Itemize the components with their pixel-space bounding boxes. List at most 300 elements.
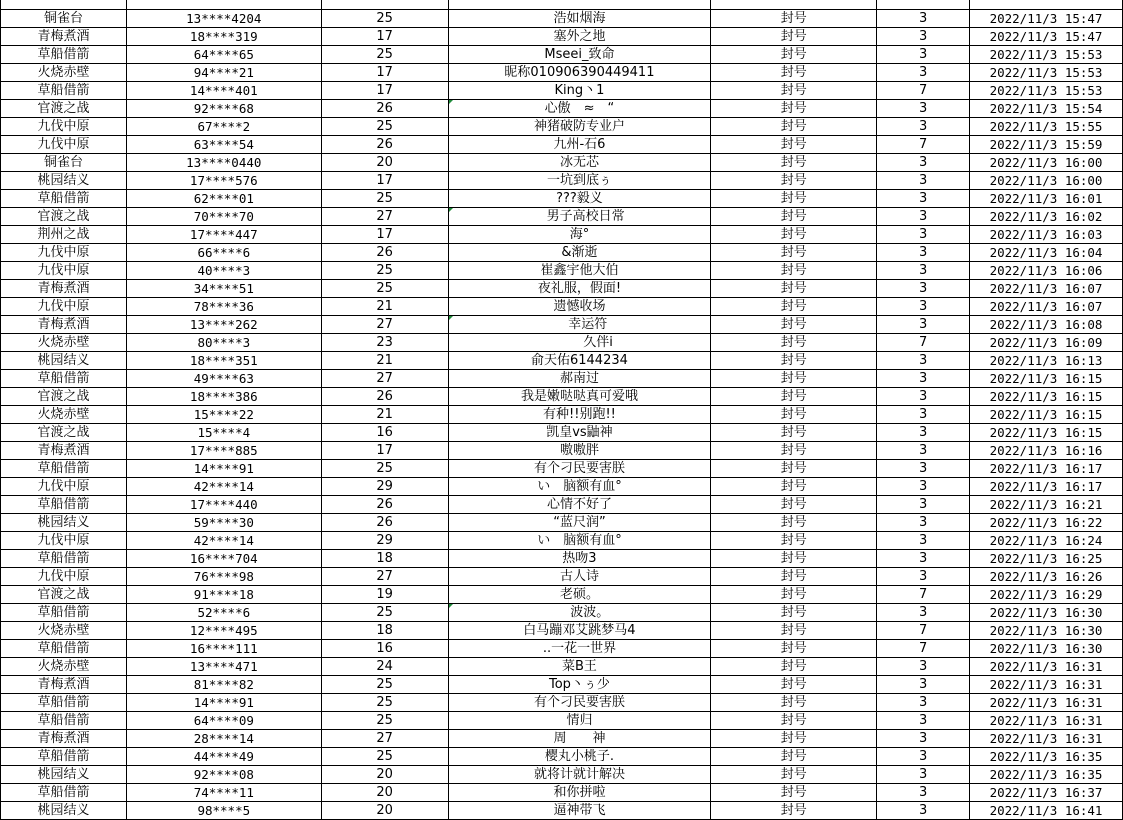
server-cell[interactable]: 官渡之战 — [1, 424, 127, 442]
time-cell[interactable]: 2022/11/3 16:31 — [970, 658, 1123, 676]
days-cell[interactable] — [877, 0, 970, 10]
days-cell[interactable]: 7 — [877, 136, 970, 154]
status-cell[interactable]: 封号 — [711, 154, 877, 172]
level-cell[interactable]: 17 — [321, 442, 448, 460]
days-cell[interactable]: 3 — [877, 262, 970, 280]
nickname-cell[interactable]: 一坑到底ぅ — [448, 172, 711, 190]
days-cell[interactable]: 3 — [877, 316, 970, 334]
time-cell[interactable]: 2022/11/3 16:37 — [970, 784, 1123, 802]
nickname-cell[interactable]: い 脑额有血° — [448, 532, 711, 550]
status-cell[interactable]: 封号 — [711, 730, 877, 748]
status-cell[interactable]: 封号 — [711, 262, 877, 280]
time-cell[interactable]: 2022/11/3 16:31 — [970, 694, 1123, 712]
server-cell[interactable]: 九伐中原 — [1, 136, 127, 154]
status-cell[interactable]: 封号 — [711, 280, 877, 298]
status-cell[interactable]: 封号 — [711, 424, 877, 442]
status-cell[interactable]: 封号 — [711, 802, 877, 820]
level-cell[interactable]: 27 — [321, 316, 448, 334]
level-cell[interactable]: 26 — [321, 496, 448, 514]
status-cell[interactable]: 封号 — [711, 100, 877, 118]
account-cell[interactable]: 14****91 — [126, 460, 321, 478]
status-cell[interactable] — [711, 0, 877, 10]
server-cell[interactable]: 桃园结义 — [1, 766, 127, 784]
server-cell[interactable]: 草船借箭 — [1, 460, 127, 478]
time-cell[interactable]: 2022/11/3 16:30 — [970, 640, 1123, 658]
account-cell[interactable]: 42****14 — [126, 478, 321, 496]
nickname-cell[interactable]: 和你拼啦 — [448, 784, 711, 802]
server-cell[interactable]: 火烧赤壁 — [1, 334, 127, 352]
account-cell[interactable]: 17****447 — [126, 226, 321, 244]
days-cell[interactable]: 3 — [877, 442, 970, 460]
time-cell[interactable]: 2022/11/3 16:15 — [970, 370, 1123, 388]
days-cell[interactable]: 3 — [877, 424, 970, 442]
time-cell[interactable]: 2022/11/3 16:22 — [970, 514, 1123, 532]
level-cell[interactable]: 25 — [321, 694, 448, 712]
level-cell[interactable]: 20 — [321, 766, 448, 784]
account-cell[interactable]: 15****22 — [126, 406, 321, 424]
status-cell[interactable]: 封号 — [711, 640, 877, 658]
nickname-cell[interactable]: 心傲 ≈ “ — [448, 100, 711, 118]
level-cell[interactable]: 27 — [321, 370, 448, 388]
account-cell[interactable]: 80****3 — [126, 334, 321, 352]
account-cell[interactable]: 42****14 — [126, 532, 321, 550]
nickname-cell[interactable]: “蓝尺润” — [448, 514, 711, 532]
server-cell[interactable]: 火烧赤壁 — [1, 64, 127, 82]
server-cell[interactable]: 官渡之战 — [1, 586, 127, 604]
days-cell[interactable]: 3 — [877, 550, 970, 568]
nickname-cell[interactable]: 昵称010906390449411 — [448, 64, 711, 82]
nickname-cell[interactable]: 嗷嗷胖 — [448, 442, 711, 460]
nickname-cell[interactable]: 我是嫩哒哒真可爱哦 — [448, 388, 711, 406]
account-cell[interactable]: 13****4204 — [126, 10, 321, 28]
server-cell[interactable]: 官渡之战 — [1, 208, 127, 226]
time-cell[interactable]: 2022/11/3 15:55 — [970, 118, 1123, 136]
days-cell[interactable]: 3 — [877, 766, 970, 784]
level-cell[interactable]: 17 — [321, 172, 448, 190]
server-cell[interactable]: 草船借箭 — [1, 46, 127, 64]
time-cell[interactable]: 2022/11/3 16:07 — [970, 280, 1123, 298]
account-cell[interactable]: 67****2 — [126, 118, 321, 136]
account-cell[interactable]: 15****4 — [126, 424, 321, 442]
level-cell[interactable]: 20 — [321, 784, 448, 802]
status-cell[interactable]: 封号 — [711, 604, 877, 622]
status-cell[interactable]: 封号 — [711, 118, 877, 136]
time-cell[interactable]: 2022/11/3 16:35 — [970, 748, 1123, 766]
nickname-cell[interactable]: 夜礼服，假面! — [448, 280, 711, 298]
days-cell[interactable]: 3 — [877, 694, 970, 712]
level-cell[interactable]: 19 — [321, 586, 448, 604]
status-cell[interactable]: 封号 — [711, 784, 877, 802]
account-cell[interactable]: 14****401 — [126, 82, 321, 100]
status-cell[interactable]: 封号 — [711, 226, 877, 244]
level-cell[interactable]: 17 — [321, 64, 448, 82]
time-cell[interactable]: 2022/11/3 15:53 — [970, 64, 1123, 82]
server-cell[interactable]: 草船借箭 — [1, 784, 127, 802]
days-cell[interactable]: 3 — [877, 370, 970, 388]
level-cell[interactable]: 27 — [321, 208, 448, 226]
time-cell[interactable]: 2022/11/3 16:31 — [970, 676, 1123, 694]
status-cell[interactable]: 封号 — [711, 568, 877, 586]
nickname-cell[interactable]: 俞天佑6144234 — [448, 352, 711, 370]
time-cell[interactable]: 2022/11/3 16:30 — [970, 604, 1123, 622]
server-cell[interactable]: 草船借箭 — [1, 748, 127, 766]
server-cell[interactable]: 草船借箭 — [1, 640, 127, 658]
days-cell[interactable]: 3 — [877, 226, 970, 244]
level-cell[interactable]: 26 — [321, 514, 448, 532]
nickname-cell[interactable]: 情归 — [448, 712, 711, 730]
nickname-cell[interactable]: 有种!!别跑!! — [448, 406, 711, 424]
level-cell[interactable]: 17 — [321, 28, 448, 46]
account-cell[interactable]: 92****68 — [126, 100, 321, 118]
days-cell[interactable]: 3 — [877, 46, 970, 64]
status-cell[interactable]: 封号 — [711, 550, 877, 568]
time-cell[interactable]: 2022/11/3 16:16 — [970, 442, 1123, 460]
time-cell[interactable] — [970, 0, 1123, 10]
server-cell[interactable]: 桃园结义 — [1, 352, 127, 370]
account-cell[interactable]: 64****09 — [126, 712, 321, 730]
days-cell[interactable]: 3 — [877, 28, 970, 46]
status-cell[interactable]: 封号 — [711, 586, 877, 604]
days-cell[interactable]: 3 — [877, 352, 970, 370]
time-cell[interactable]: 2022/11/3 16:00 — [970, 154, 1123, 172]
days-cell[interactable]: 3 — [877, 730, 970, 748]
account-cell[interactable]: 91****18 — [126, 586, 321, 604]
status-cell[interactable]: 封号 — [711, 298, 877, 316]
nickname-cell[interactable]: 冰无芯 — [448, 154, 711, 172]
days-cell[interactable]: 3 — [877, 154, 970, 172]
nickname-cell[interactable]: ???毅义 — [448, 190, 711, 208]
level-cell[interactable]: 27 — [321, 730, 448, 748]
level-cell[interactable]: 25 — [321, 10, 448, 28]
status-cell[interactable]: 封号 — [711, 190, 877, 208]
server-cell[interactable]: 火烧赤壁 — [1, 658, 127, 676]
days-cell[interactable]: 7 — [877, 82, 970, 100]
days-cell[interactable]: 3 — [877, 802, 970, 820]
status-cell[interactable]: 封号 — [711, 406, 877, 424]
server-cell[interactable]: 九伐中原 — [1, 532, 127, 550]
status-cell[interactable]: 封号 — [711, 766, 877, 784]
nickname-cell[interactable]: Top丶ぅ少 — [448, 676, 711, 694]
level-cell[interactable]: 17 — [321, 226, 448, 244]
level-cell[interactable]: 29 — [321, 532, 448, 550]
server-cell[interactable]: 铜雀台 — [1, 10, 127, 28]
nickname-cell[interactable]: King丶1 — [448, 82, 711, 100]
time-cell[interactable]: 2022/11/3 16:08 — [970, 316, 1123, 334]
account-cell[interactable]: 94****21 — [126, 64, 321, 82]
time-cell[interactable]: 2022/11/3 16:26 — [970, 568, 1123, 586]
server-cell[interactable]: 九伐中原 — [1, 568, 127, 586]
nickname-cell[interactable]: 白马蹦邓艾跳梦马4 — [448, 622, 711, 640]
nickname-cell[interactable]: 塞外之地 — [448, 28, 711, 46]
nickname-cell[interactable]: 九州-石6 — [448, 136, 711, 154]
level-cell[interactable]: 25 — [321, 280, 448, 298]
level-cell[interactable]: 21 — [321, 298, 448, 316]
level-cell[interactable]: 20 — [321, 154, 448, 172]
status-cell[interactable]: 封号 — [711, 352, 877, 370]
server-cell[interactable]: 火烧赤壁 — [1, 406, 127, 424]
time-cell[interactable]: 2022/11/3 16:15 — [970, 424, 1123, 442]
status-cell[interactable]: 封号 — [711, 478, 877, 496]
level-cell[interactable]: 23 — [321, 334, 448, 352]
time-cell[interactable]: 2022/11/3 16:15 — [970, 406, 1123, 424]
status-cell[interactable]: 封号 — [711, 46, 877, 64]
nickname-cell[interactable] — [448, 0, 711, 10]
status-cell[interactable]: 封号 — [711, 748, 877, 766]
nickname-cell[interactable]: 久伴i — [448, 334, 711, 352]
time-cell[interactable]: 2022/11/3 15:47 — [970, 10, 1123, 28]
status-cell[interactable]: 封号 — [711, 532, 877, 550]
account-cell[interactable]: 17****576 — [126, 172, 321, 190]
server-cell[interactable]: 青梅煮酒 — [1, 676, 127, 694]
nickname-cell[interactable]: Mseei_致命 — [448, 46, 711, 64]
status-cell[interactable]: 封号 — [711, 244, 877, 262]
time-cell[interactable]: 2022/11/3 16:15 — [970, 388, 1123, 406]
account-cell[interactable]: 16****704 — [126, 550, 321, 568]
nickname-cell[interactable]: 崔鑫宇他大伯 — [448, 262, 711, 280]
level-cell[interactable]: 18 — [321, 622, 448, 640]
days-cell[interactable]: 7 — [877, 334, 970, 352]
days-cell[interactable]: 3 — [877, 496, 970, 514]
time-cell[interactable]: 2022/11/3 16:06 — [970, 262, 1123, 280]
nickname-cell[interactable]: 菜B王 — [448, 658, 711, 676]
account-cell[interactable]: 63****54 — [126, 136, 321, 154]
days-cell[interactable]: 3 — [877, 208, 970, 226]
status-cell[interactable]: 封号 — [711, 334, 877, 352]
days-cell[interactable]: 7 — [877, 640, 970, 658]
days-cell[interactable]: 7 — [877, 622, 970, 640]
account-cell[interactable]: 49****63 — [126, 370, 321, 388]
nickname-cell[interactable]: 就将计就计解决 — [448, 766, 711, 784]
server-cell[interactable] — [1, 0, 127, 10]
server-cell[interactable]: 草船借箭 — [1, 694, 127, 712]
time-cell[interactable]: 2022/11/3 16:17 — [970, 478, 1123, 496]
time-cell[interactable]: 2022/11/3 16:30 — [970, 622, 1123, 640]
server-cell[interactable]: 桃园结义 — [1, 802, 127, 820]
days-cell[interactable]: 7 — [877, 586, 970, 604]
account-cell[interactable]: 98****5 — [126, 802, 321, 820]
level-cell[interactable]: 25 — [321, 118, 448, 136]
level-cell[interactable]: 25 — [321, 676, 448, 694]
status-cell[interactable]: 封号 — [711, 82, 877, 100]
time-cell[interactable]: 2022/11/3 16:07 — [970, 298, 1123, 316]
server-cell[interactable]: 九伐中原 — [1, 244, 127, 262]
status-cell[interactable]: 封号 — [711, 10, 877, 28]
days-cell[interactable]: 3 — [877, 388, 970, 406]
time-cell[interactable]: 2022/11/3 15:53 — [970, 82, 1123, 100]
days-cell[interactable]: 3 — [877, 298, 970, 316]
account-cell[interactable]: 66****6 — [126, 244, 321, 262]
server-cell[interactable]: 青梅煮酒 — [1, 316, 127, 334]
server-cell[interactable]: 九伐中原 — [1, 298, 127, 316]
account-cell[interactable]: 13****0440 — [126, 154, 321, 172]
level-cell[interactable]: 16 — [321, 640, 448, 658]
days-cell[interactable]: 3 — [877, 118, 970, 136]
days-cell[interactable]: 3 — [877, 280, 970, 298]
days-cell[interactable]: 3 — [877, 784, 970, 802]
status-cell[interactable]: 封号 — [711, 712, 877, 730]
level-cell[interactable] — [321, 0, 448, 10]
level-cell[interactable]: 26 — [321, 388, 448, 406]
account-cell[interactable]: 14****91 — [126, 694, 321, 712]
level-cell[interactable]: 25 — [321, 46, 448, 64]
level-cell[interactable]: 20 — [321, 802, 448, 820]
time-cell[interactable]: 2022/11/3 15:53 — [970, 46, 1123, 64]
status-cell[interactable]: 封号 — [711, 370, 877, 388]
account-cell[interactable]: 40****3 — [126, 262, 321, 280]
account-cell[interactable]: 81****82 — [126, 676, 321, 694]
nickname-cell[interactable]: 樱丸小桃子. — [448, 748, 711, 766]
days-cell[interactable]: 3 — [877, 532, 970, 550]
server-cell[interactable]: 荆州之战 — [1, 226, 127, 244]
time-cell[interactable]: 2022/11/3 15:54 — [970, 100, 1123, 118]
nickname-cell[interactable]: い 脑额有血° — [448, 478, 711, 496]
account-cell[interactable]: 59****30 — [126, 514, 321, 532]
status-cell[interactable]: 封号 — [711, 64, 877, 82]
status-cell[interactable]: 封号 — [711, 172, 877, 190]
level-cell[interactable]: 26 — [321, 136, 448, 154]
level-cell[interactable]: 24 — [321, 658, 448, 676]
account-cell[interactable]: 13****471 — [126, 658, 321, 676]
server-cell[interactable]: 草船借箭 — [1, 190, 127, 208]
time-cell[interactable]: 2022/11/3 16:25 — [970, 550, 1123, 568]
level-cell[interactable]: 27 — [321, 568, 448, 586]
status-cell[interactable]: 封号 — [711, 496, 877, 514]
days-cell[interactable]: 3 — [877, 478, 970, 496]
level-cell[interactable]: 21 — [321, 352, 448, 370]
account-cell[interactable]: 12****495 — [126, 622, 321, 640]
days-cell[interactable]: 3 — [877, 100, 970, 118]
days-cell[interactable]: 3 — [877, 514, 970, 532]
nickname-cell[interactable]: 老硕。 — [448, 586, 711, 604]
level-cell[interactable]: 25 — [321, 460, 448, 478]
status-cell[interactable]: 封号 — [711, 694, 877, 712]
level-cell[interactable]: 25 — [321, 604, 448, 622]
level-cell[interactable]: 16 — [321, 424, 448, 442]
level-cell[interactable]: 25 — [321, 712, 448, 730]
account-cell[interactable]: 78****36 — [126, 298, 321, 316]
time-cell[interactable]: 2022/11/3 16:31 — [970, 730, 1123, 748]
time-cell[interactable]: 2022/11/3 16:02 — [970, 208, 1123, 226]
days-cell[interactable]: 3 — [877, 712, 970, 730]
time-cell[interactable]: 2022/11/3 16:24 — [970, 532, 1123, 550]
time-cell[interactable]: 2022/11/3 16:09 — [970, 334, 1123, 352]
account-cell[interactable]: 34****51 — [126, 280, 321, 298]
days-cell[interactable]: 3 — [877, 172, 970, 190]
nickname-cell[interactable]: 浩如烟海 — [448, 10, 711, 28]
nickname-cell[interactable]: 郝南过 — [448, 370, 711, 388]
nickname-cell[interactable]: 波波。 — [448, 604, 711, 622]
nickname-cell[interactable]: 有个刁民要害朕 — [448, 694, 711, 712]
days-cell[interactable]: 3 — [877, 244, 970, 262]
server-cell[interactable]: 官渡之战 — [1, 100, 127, 118]
server-cell[interactable]: 草船借箭 — [1, 712, 127, 730]
time-cell[interactable]: 2022/11/3 16:01 — [970, 190, 1123, 208]
days-cell[interactable]: 3 — [877, 568, 970, 586]
time-cell[interactable]: 2022/11/3 16:29 — [970, 586, 1123, 604]
time-cell[interactable]: 2022/11/3 16:41 — [970, 802, 1123, 820]
status-cell[interactable]: 封号 — [711, 136, 877, 154]
nickname-cell[interactable]: 凯皇vs鼬神 — [448, 424, 711, 442]
server-cell[interactable]: 铜雀台 — [1, 154, 127, 172]
account-cell[interactable]: 62****01 — [126, 190, 321, 208]
days-cell[interactable]: 3 — [877, 10, 970, 28]
account-cell[interactable]: 76****98 — [126, 568, 321, 586]
days-cell[interactable]: 3 — [877, 748, 970, 766]
server-cell[interactable]: 官渡之战 — [1, 388, 127, 406]
nickname-cell[interactable]: 热吻3 — [448, 550, 711, 568]
days-cell[interactable]: 3 — [877, 460, 970, 478]
nickname-cell[interactable]: 海° — [448, 226, 711, 244]
server-cell[interactable]: 草船借箭 — [1, 82, 127, 100]
time-cell[interactable]: 2022/11/3 16:17 — [970, 460, 1123, 478]
level-cell[interactable]: 25 — [321, 262, 448, 280]
server-cell[interactable]: 桃园结义 — [1, 514, 127, 532]
nickname-cell[interactable]: 幸运符 — [448, 316, 711, 334]
time-cell[interactable]: 2022/11/3 16:31 — [970, 712, 1123, 730]
server-cell[interactable]: 九伐中原 — [1, 118, 127, 136]
server-cell[interactable]: 九伐中原 — [1, 478, 127, 496]
server-cell[interactable]: 青梅煮酒 — [1, 442, 127, 460]
status-cell[interactable]: 封号 — [711, 676, 877, 694]
account-cell[interactable]: 44****49 — [126, 748, 321, 766]
server-cell[interactable]: 草船借箭 — [1, 370, 127, 388]
account-cell[interactable]: 13****262 — [126, 316, 321, 334]
days-cell[interactable]: 3 — [877, 604, 970, 622]
account-cell[interactable]: 16****111 — [126, 640, 321, 658]
level-cell[interactable]: 26 — [321, 100, 448, 118]
level-cell[interactable]: 29 — [321, 478, 448, 496]
account-cell[interactable]: 70****70 — [126, 208, 321, 226]
time-cell[interactable]: 2022/11/3 16:35 — [970, 766, 1123, 784]
time-cell[interactable]: 2022/11/3 16:21 — [970, 496, 1123, 514]
days-cell[interactable]: 3 — [877, 676, 970, 694]
days-cell[interactable]: 3 — [877, 658, 970, 676]
server-cell[interactable]: 桃园结义 — [1, 172, 127, 190]
nickname-cell[interactable]: 有个刁民要害朕 — [448, 460, 711, 478]
status-cell[interactable]: 封号 — [711, 388, 877, 406]
time-cell[interactable]: 2022/11/3 15:47 — [970, 28, 1123, 46]
status-cell[interactable]: 封号 — [711, 622, 877, 640]
account-cell[interactable]: 64****65 — [126, 46, 321, 64]
server-cell[interactable]: 草船借箭 — [1, 550, 127, 568]
level-cell[interactable]: 25 — [321, 748, 448, 766]
nickname-cell[interactable]: &渐逝 — [448, 244, 711, 262]
nickname-cell[interactable]: 逼神带飞 — [448, 802, 711, 820]
status-cell[interactable]: 封号 — [711, 460, 877, 478]
account-cell[interactable]: 18****351 — [126, 352, 321, 370]
status-cell[interactable]: 封号 — [711, 442, 877, 460]
account-cell[interactable]: 18****386 — [126, 388, 321, 406]
time-cell[interactable]: 2022/11/3 16:13 — [970, 352, 1123, 370]
server-cell[interactable]: 九伐中原 — [1, 262, 127, 280]
account-cell[interactable]: 92****08 — [126, 766, 321, 784]
level-cell[interactable]: 17 — [321, 82, 448, 100]
status-cell[interactable]: 封号 — [711, 316, 877, 334]
server-cell[interactable]: 草船借箭 — [1, 496, 127, 514]
nickname-cell[interactable]: 心情不好了 — [448, 496, 711, 514]
account-cell[interactable]: 28****14 — [126, 730, 321, 748]
account-cell[interactable]: 52****6 — [126, 604, 321, 622]
status-cell[interactable]: 封号 — [711, 514, 877, 532]
time-cell[interactable]: 2022/11/3 15:59 — [970, 136, 1123, 154]
account-cell[interactable]: 17****885 — [126, 442, 321, 460]
time-cell[interactable]: 2022/11/3 16:03 — [970, 226, 1123, 244]
account-cell[interactable]: 18****319 — [126, 28, 321, 46]
days-cell[interactable]: 3 — [877, 406, 970, 424]
server-cell[interactable]: 青梅煮酒 — [1, 280, 127, 298]
server-cell[interactable]: 草船借箭 — [1, 604, 127, 622]
level-cell[interactable]: 25 — [321, 190, 448, 208]
